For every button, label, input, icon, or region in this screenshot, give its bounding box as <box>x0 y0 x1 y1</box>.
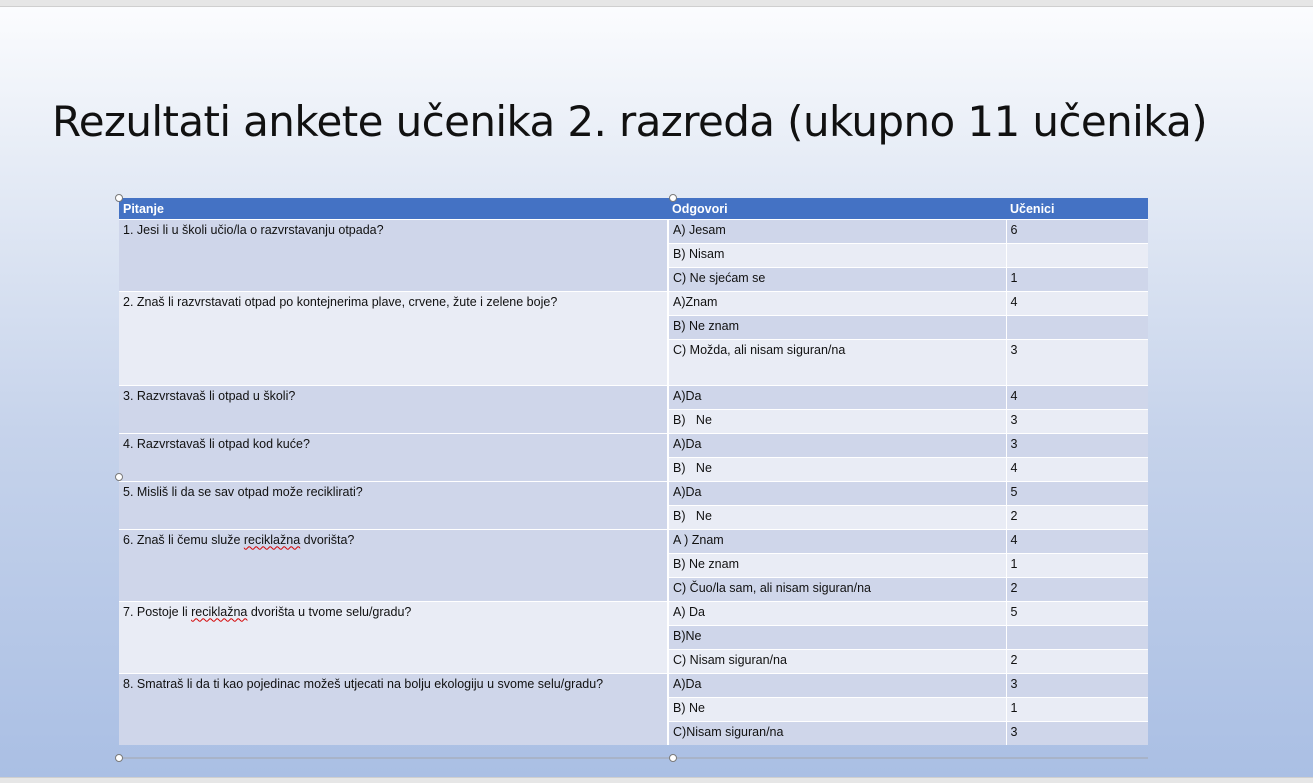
spellcheck-word: reciklažna <box>191 604 248 619</box>
question-cell[interactable]: 4. Razvrstavaš li otpad kod kuće? <box>119 433 668 481</box>
resize-handle-top-left[interactable] <box>115 194 123 202</box>
survey-results-table[interactable] <box>119 198 1148 745</box>
resize-handle-top-middle[interactable] <box>669 194 677 202</box>
question-cell[interactable]: 3. Razvrstavaš li otpad u školi? <box>119 385 668 433</box>
answer-cell[interactable]: C) Čuo/la sam, ali nisam siguran/na <box>668 577 1006 601</box>
count-cell[interactable]: 3 <box>1006 409 1148 433</box>
count-cell[interactable] <box>1006 625 1148 649</box>
slide-title[interactable]: Rezultati ankete učenika 2. razreda (ukupno 11 učenika) <box>52 97 1208 146</box>
count-cell[interactable]: 4 <box>1006 291 1148 315</box>
answer-cell[interactable]: A ) Znam <box>668 529 1006 553</box>
table-row <box>119 385 1148 409</box>
count-cell[interactable]: 3 <box>1006 673 1148 697</box>
count-cell[interactable]: 1 <box>1006 697 1148 721</box>
question-cell[interactable]: 5. Misliš li da se sav otpad može reciklirati? <box>119 481 668 529</box>
answer-cell[interactable]: B) Ne <box>668 697 1006 721</box>
table-header-row <box>119 198 1148 219</box>
count-cell[interactable]: 5 <box>1006 481 1148 505</box>
resize-handle-bottom-left[interactable] <box>115 754 123 762</box>
count-cell[interactable]: 2 <box>1006 649 1148 673</box>
table-row <box>119 481 1148 505</box>
question-text: 6. Znaš li čemu služe <box>123 532 244 547</box>
answer-cell[interactable]: A)Da <box>668 673 1006 697</box>
table-row <box>119 433 1148 457</box>
count-cell[interactable]: 1 <box>1006 553 1148 577</box>
resize-handle-bottom-middle[interactable] <box>669 754 677 762</box>
answer-cell[interactable]: B) Ne znam <box>668 315 1006 339</box>
count-cell[interactable]: 1 <box>1006 267 1148 291</box>
spellcheck-word: reciklažna <box>243 532 301 547</box>
answer-cell[interactable]: C)Nisam siguran/na <box>668 721 1006 745</box>
window-bottom-bar <box>0 777 1313 783</box>
answer-cell[interactable]: B) Nisam <box>668 243 1006 267</box>
count-cell[interactable] <box>1006 243 1148 267</box>
count-cell[interactable] <box>1006 315 1148 339</box>
answer-cell[interactable]: A) Da <box>668 601 1006 625</box>
resize-handle-middle-left[interactable] <box>115 473 123 481</box>
answer-cell[interactable]: B) Ne <box>668 409 1006 433</box>
question-cell[interactable]: 8. Smatraš li da ti kao pojedinac možeš utjecati na bolju ekologiju u svome selu/gradu? <box>119 673 668 745</box>
table-frame-bottom-edge <box>119 757 1148 759</box>
question-text: dvorišta u tvome selu/gradu? <box>247 604 412 619</box>
answer-cell[interactable]: A)Da <box>668 433 1006 457</box>
table-row <box>119 673 1148 697</box>
answer-cell[interactable]: B) Ne <box>668 505 1006 529</box>
question-cell[interactable]: 2. Znaš li razvrstavati otpad po kontejnerima plave, crvene, žute i zelene boje? <box>119 291 668 385</box>
table-row <box>119 291 1148 315</box>
question-cell[interactable] <box>119 601 668 673</box>
answer-cell[interactable]: A)Znam <box>668 291 1006 315</box>
window-top-bar <box>0 0 1313 7</box>
question-cell[interactable]: 1. Jesi li u školi učio/la o razvrstavanju otpada? <box>119 219 668 291</box>
table-row <box>119 601 1148 625</box>
count-cell[interactable]: 2 <box>1006 577 1148 601</box>
question-cell[interactable] <box>119 529 668 601</box>
count-cell[interactable]: 3 <box>1006 721 1148 745</box>
answer-cell[interactable]: B)Ne <box>668 625 1006 649</box>
count-cell[interactable]: 4 <box>1006 457 1148 481</box>
count-cell[interactable]: 5 <box>1006 601 1148 625</box>
count-cell[interactable]: 4 <box>1006 385 1148 409</box>
header-answers: Odgovori <box>668 198 1006 219</box>
count-cell[interactable]: 4 <box>1006 529 1148 553</box>
question-text: 7. Postoje li <box>123 604 192 619</box>
answer-cell[interactable]: A)Da <box>668 481 1006 505</box>
answer-cell[interactable]: C) Možda, ali nisam siguran/na <box>668 339 1006 385</box>
header-students: Učenici <box>1006 198 1148 219</box>
header-question: Pitanje <box>119 198 668 219</box>
answer-cell[interactable]: C) Nisam siguran/na <box>668 649 1006 673</box>
question-text: dvorišta? <box>300 532 355 547</box>
count-cell[interactable]: 3 <box>1006 339 1148 385</box>
count-cell[interactable]: 6 <box>1006 219 1148 243</box>
answer-cell[interactable]: B) Ne <box>668 457 1006 481</box>
answer-cell[interactable]: C) Ne sjećam se <box>668 267 1006 291</box>
count-cell[interactable]: 2 <box>1006 505 1148 529</box>
count-cell[interactable]: 3 <box>1006 433 1148 457</box>
answer-cell[interactable]: B) Ne znam <box>668 553 1006 577</box>
answer-cell[interactable]: A) Jesam <box>668 219 1006 243</box>
table-row <box>119 529 1148 553</box>
answer-cell[interactable]: A)Da <box>668 385 1006 409</box>
table-row <box>119 219 1148 243</box>
